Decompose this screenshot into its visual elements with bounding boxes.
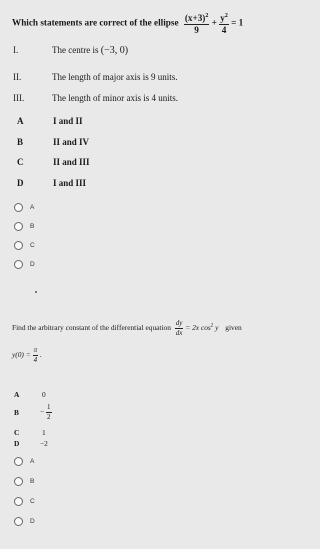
q1-statement-1 <box>13 45 129 56</box>
q2-radio-a[interactable] <box>14 457 23 466</box>
q2-radio-d[interactable] <box>14 517 23 526</box>
q1-radio-d[interactable] <box>14 260 23 269</box>
q1-radio-a[interactable] <box>14 203 23 212</box>
q1-eq-sup2: 2 <box>224 13 228 19</box>
q1-eq-den2: 4 <box>221 25 227 36</box>
q2-init-dot: . <box>39 350 42 360</box>
choice-letter: A <box>14 390 20 399</box>
choice-letter: D <box>17 178 24 188</box>
q1-eq-den1: 9 <box>194 25 199 36</box>
q2-radio-label-a: A <box>30 458 35 465</box>
choice-frac <box>46 403 52 422</box>
q1-eq-frac1 <box>184 11 210 36</box>
q1-radio-label-b: B <box>30 223 35 230</box>
statement-text: The length of major axis is 9 units. <box>52 72 178 82</box>
q1-radio-label-c: C <box>30 242 35 249</box>
q2-prompt-line <box>12 319 304 338</box>
q2-initial-condition <box>12 346 42 365</box>
q2-deq-sup: 2 <box>210 323 214 329</box>
choice-letter: A <box>17 116 24 126</box>
q1-statement-2 <box>13 72 178 82</box>
statement-num: III. <box>13 93 25 103</box>
q1-eq-num2: y <box>220 13 225 24</box>
choice-letter: B <box>14 408 19 417</box>
q1-eq-frac2 <box>219 11 229 36</box>
q2-radio-b[interactable] <box>14 477 23 486</box>
q2-choice-c <box>14 428 114 437</box>
q1-radio-c[interactable] <box>14 241 23 250</box>
q2-radio-label-d: D <box>30 518 35 525</box>
q2-choice-b <box>14 403 114 421</box>
q2-radio-label-c: C <box>30 498 35 505</box>
q1-choice-a <box>17 116 217 126</box>
q2-radio-c[interactable] <box>14 497 23 506</box>
q1-radio-b[interactable] <box>14 222 23 231</box>
q1-eq-rhs: = 1 <box>231 17 244 28</box>
statement-text: The length of minor axis is 4 units. <box>52 93 178 103</box>
choice-letter: B <box>17 137 24 147</box>
choice-text: 0 <box>42 390 46 399</box>
q1-choice-d <box>17 178 217 188</box>
choice-text: −2 <box>40 439 48 448</box>
q2-choice-d <box>14 439 114 448</box>
choice-letter: C <box>14 428 20 437</box>
statement-num: II. <box>13 72 22 82</box>
choice-text: II and IV <box>53 137 90 147</box>
choice-text: I and III <box>53 178 87 188</box>
q1-statement-3 <box>13 93 178 103</box>
q1-eq-plus: + <box>211 17 217 28</box>
choice-frac-den: 2 <box>47 413 51 421</box>
choice-text: II and III <box>53 157 90 167</box>
q2-init-frac <box>33 346 39 365</box>
q2-init-lhs: y(0) = <box>12 350 31 360</box>
q1-radio-label-a: A <box>30 204 35 211</box>
q2-prompt: Find the arbitrary constant of the differential equation <box>12 323 171 333</box>
q1-choice-b <box>17 137 217 147</box>
q2-given: given <box>225 323 242 333</box>
q2-deq-rhs: = 2x cos <box>185 323 211 333</box>
separator-dot <box>35 291 37 293</box>
choice-text: I and II <box>53 116 83 126</box>
choice-frac-num: 1 <box>47 403 51 411</box>
q1-radio-label-d: D <box>30 261 35 268</box>
q2-radio-label-b: B <box>30 478 35 485</box>
q1-choice-c <box>17 157 217 167</box>
q1-eq-num1: (x+3) <box>184 13 206 24</box>
statement-math: (−3, 0) <box>100 45 129 56</box>
q1-prompt-line <box>12 11 302 36</box>
choice-letter: D <box>14 439 20 448</box>
choice-text: 1 <box>42 428 46 437</box>
statement-text: The centre is <box>52 45 99 55</box>
q2-init-den: 4 <box>33 356 38 364</box>
q2-deq-den: dx <box>175 329 183 337</box>
q2-choice-a <box>14 390 114 399</box>
statement-num: I. <box>13 45 19 55</box>
choice-text: − <box>40 407 45 417</box>
choice-letter: C <box>17 157 24 167</box>
q2-deq-frac <box>175 319 184 338</box>
q1-eq-sup1: 2 <box>205 13 209 19</box>
q2-deq-num: dy <box>175 319 183 327</box>
q2-init-num: π <box>33 346 38 354</box>
q2-deq-y: y <box>215 323 219 333</box>
q1-prompt: Which statements are correct of the ellipse <box>12 17 179 28</box>
